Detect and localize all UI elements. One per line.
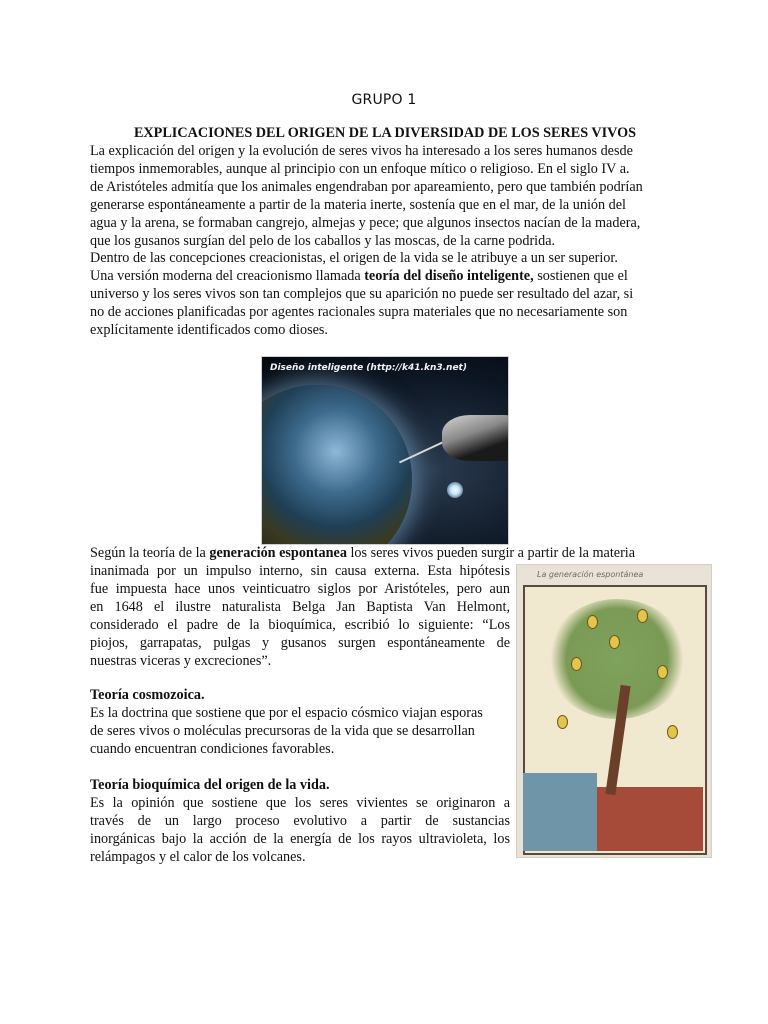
fruit-illustration: [637, 609, 648, 623]
group-heading: GRUPO 1: [351, 92, 417, 108]
text-line: Es la doctrina que sostiene que por el espacio cósmico viajan esporas: [90, 704, 483, 721]
text-line: relámpagos y el calor de los volcanes.: [90, 848, 306, 865]
water-illustration: [523, 773, 597, 851]
earth-illustration: [261, 385, 412, 545]
section-cosmozoic: [90, 687, 510, 759]
text-run: sostienen que el: [533, 268, 628, 284]
text-run: Según la teoría de la: [90, 545, 210, 561]
paragraph-spontaneous-generation: [90, 545, 678, 563]
text-line: que los gusanos surgían del pelo de los caballos y las moscas, de la carne podrida.: [90, 232, 556, 249]
bold-term: teoría del diseño inteligente,: [364, 268, 534, 284]
fruit-illustration: [571, 657, 582, 671]
text-line: inorgánicas bajo la acción de la energía de los rayos ultravioleta, los: [90, 830, 510, 847]
text-line: cuando encuentran condiciones favorables.: [90, 740, 335, 757]
text-line: [90, 545, 678, 563]
text-line: Es la opinión que sostiene que los seres vivientes se originaron a: [90, 794, 510, 811]
text-line: inanimada por un impulso interno, sin causa externa. Esta hipótesis: [90, 563, 510, 579]
text-line: piojos, garrapatas, pulgas y gusanos surgen espontáneamente de: [90, 634, 510, 651]
text-line: través de un largo proceso evolutivo a partir de sustancias: [90, 812, 510, 829]
text-run: Una versión moderna del creacionismo llamada: [90, 268, 365, 284]
section-heading: Teoría bioquímica del origen de la vida.: [90, 777, 330, 793]
fruit-illustration: [557, 715, 568, 729]
section-biochemical: [90, 777, 510, 867]
text-line: nuestras viceras y excreciones”.: [90, 652, 272, 669]
text-line: de seres vivos o moléculas precursoras de la vida que se desarrollan: [90, 722, 475, 739]
paragraph-intelligent-design: [90, 268, 690, 340]
intelligent-design-image: [261, 356, 509, 545]
text-line: [90, 268, 690, 286]
fruit-illustration: [667, 725, 678, 739]
text-line: fue impuesta hace unos veinticuatro siglos por Aristóteles, pero aun: [90, 580, 510, 597]
image-caption: Diseño inteligente (http://k41.kn3.net): [270, 363, 467, 373]
text-line: de Aristóteles admitía que los animales engendraban por apareamiento, pero que también podrían: [90, 178, 643, 195]
text-line: tiempos inmemorables, aunque al principio con un enfoque mítico o religioso. En el siglo IV a.: [90, 160, 630, 177]
fruit-illustration: [657, 665, 668, 679]
text-line: considerado el padre de la bioquímica, escribió lo siguiente: “Los: [90, 616, 510, 633]
paragraph-spontaneous-generation-cont: [90, 563, 510, 670]
image-caption: La generación espontánea: [537, 570, 644, 579]
paragraph-intro: [90, 143, 690, 268]
hand-illustration: [442, 415, 509, 461]
text-line: Dentro de las concepciones creacionistas, el origen de la vida se le atribuye a un ser superior.: [90, 250, 618, 267]
text-line: La explicación del origen y la evolución de seres vivos ha interesado a los seres humanos desde: [90, 143, 633, 159]
section-heading: Teoría cosmozoica.: [90, 687, 205, 703]
fruit-illustration: [609, 635, 620, 649]
text-run: los seres vivos pueden surgir a partir de la materia: [346, 545, 636, 561]
text-line: no de acciones planificadas por agentes racionales supra materiales que no necesariamente son: [90, 303, 628, 320]
tree-canopy-illustration: [547, 599, 687, 719]
text-line: explícitamente identificados como dioses.: [90, 321, 328, 338]
text-line: agua y la arena, se formaban cangrejo, almejas y pece; que algunos insectos nacían de la madera,: [90, 214, 641, 231]
spontaneous-generation-image: [516, 564, 712, 858]
bold-term: generación espontanea: [209, 545, 347, 561]
text-line: en 1648 el ilustre naturalista Belga Jan Baptista Van Helmont,: [90, 598, 510, 615]
light-spark: [447, 482, 463, 498]
document-title: EXPLICACIONES DEL ORIGEN DE LA DIVERSIDAD DE LOS SERES VIVOS: [133, 125, 637, 141]
text-line: generarse espontáneamente a partir de la materia inerte, sostenía que en el mar, de la unión del: [90, 196, 626, 213]
text-line: universo y los seres vivos son tan complejos que su aparición no puede ser resultado del azar, si: [90, 285, 634, 302]
fruit-illustration: [587, 615, 598, 629]
